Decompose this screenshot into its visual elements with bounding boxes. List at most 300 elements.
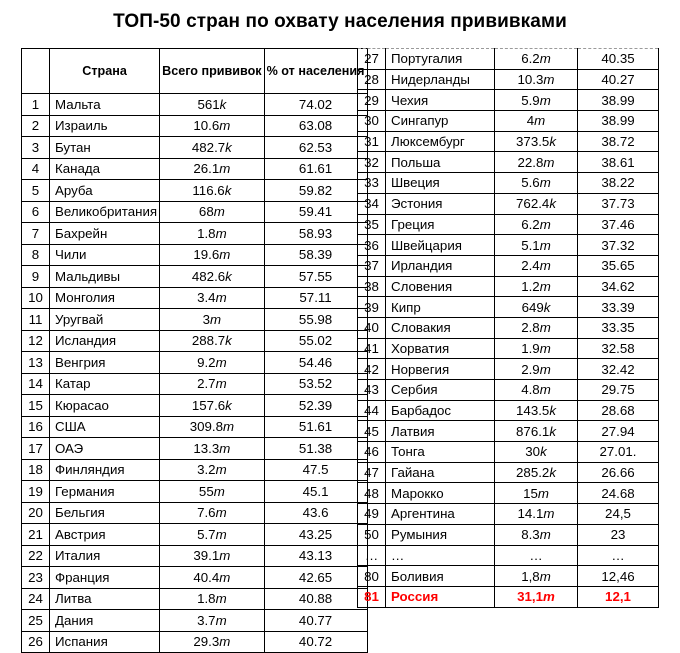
row-number: 40 <box>358 317 386 338</box>
percent-population: 38.61 <box>578 152 659 173</box>
country-name: Канада <box>50 158 160 180</box>
percent-population: 27.01. <box>578 442 659 463</box>
row-number: 80 <box>358 566 386 587</box>
table-row <box>22 502 368 524</box>
table-row <box>358 586 659 607</box>
percent-population: 12,1 <box>578 586 659 607</box>
table-row <box>22 610 368 632</box>
unit-suffix: m <box>210 311 222 327</box>
total-vaccinations: 3.7m <box>160 610 264 632</box>
percent-population: 26.66 <box>578 462 659 483</box>
total-vaccinations: 3.2m <box>160 459 264 481</box>
table-row <box>358 235 659 256</box>
total-vaccinations: … <box>495 545 578 566</box>
row-number: 21 <box>22 524 50 546</box>
total-vaccinations: 309.8m <box>160 416 264 438</box>
country-name: Исландия <box>50 330 160 352</box>
total-vaccinations: 9.2m <box>160 352 264 374</box>
unit-suffix: k <box>549 134 556 150</box>
total-vaccinations: 5.7m <box>160 524 264 546</box>
row-number: … <box>358 545 386 566</box>
row-number: 11 <box>22 309 50 331</box>
table-row <box>358 338 659 359</box>
country-name: Литва <box>50 588 160 610</box>
percent-population: 32.58 <box>578 338 659 359</box>
row-number: 46 <box>358 442 386 463</box>
table-row <box>358 359 659 380</box>
row-number: 43 <box>358 380 386 401</box>
row-number: 24 <box>22 588 50 610</box>
percent-population: 42.65 <box>264 567 367 589</box>
header-number <box>22 49 50 94</box>
unit-suffix: m <box>539 527 551 543</box>
table-row <box>22 524 368 546</box>
table-row <box>22 459 368 481</box>
percent-population: 52.39 <box>264 395 367 417</box>
total-vaccinations: 6.2m <box>495 49 578 70</box>
percent-population: 24,5 <box>578 504 659 525</box>
country-name: Италия <box>50 545 160 567</box>
country-name: Польша <box>386 152 495 173</box>
unit-suffix: m <box>213 483 225 499</box>
row-number: 10 <box>22 287 50 309</box>
row-number: 28 <box>358 69 386 90</box>
vaccination-table-left <box>21 48 368 653</box>
percent-population: 40.27 <box>578 69 659 90</box>
unit-suffix: m <box>219 548 231 564</box>
table-row <box>22 94 368 116</box>
table-row <box>22 137 368 159</box>
row-number: 7 <box>22 223 50 245</box>
total-vaccinations: 157.6k <box>160 395 264 417</box>
country-name: Швеция <box>386 173 495 194</box>
table-row <box>22 588 368 610</box>
total-vaccinations: 14.1m <box>495 504 578 525</box>
row-number: 6 <box>22 201 50 223</box>
country-name: Греция <box>386 214 495 235</box>
table-row <box>358 317 659 338</box>
table-row <box>358 193 659 214</box>
percent-population: 37.32 <box>578 235 659 256</box>
total-vaccinations: 5.6m <box>495 173 578 194</box>
unit-suffix: k <box>225 397 232 413</box>
row-number: 25 <box>22 610 50 632</box>
percent-population: 40.88 <box>264 588 367 610</box>
country-name: Аргентина <box>386 504 495 525</box>
row-number: 42 <box>358 359 386 380</box>
country-name: Люксембург <box>386 131 495 152</box>
row-number: 4 <box>22 158 50 180</box>
row-number: 35 <box>358 214 386 235</box>
unit-suffix: k <box>219 96 227 112</box>
percent-population: 43.25 <box>264 524 367 546</box>
table-row <box>358 69 659 90</box>
unit-suffix: m <box>539 320 551 336</box>
total-vaccinations: 2.8m <box>495 317 578 338</box>
unit-suffix: m <box>539 51 551 67</box>
unit-suffix: m <box>215 526 227 542</box>
total-vaccinations: 649k <box>495 297 578 318</box>
table-row <box>358 483 659 504</box>
unit-suffix: m <box>219 440 231 456</box>
percent-population: 57.11 <box>264 287 367 309</box>
row-number: 17 <box>22 438 50 460</box>
table-row <box>358 462 659 483</box>
percent-population: 32.42 <box>578 359 659 380</box>
unit-suffix: m <box>215 290 227 306</box>
unit-suffix: m <box>539 258 551 274</box>
country-name: Норвегия <box>386 359 495 380</box>
unit-suffix: m <box>543 506 555 522</box>
percent-population: 58.39 <box>264 244 367 266</box>
total-vaccinations: 30k <box>495 442 578 463</box>
unit-suffix: k <box>225 139 232 155</box>
total-vaccinations: 1.8m <box>160 588 264 610</box>
country-name: ОАЭ <box>50 438 160 460</box>
unit-suffix: m <box>539 361 551 377</box>
country-name: Израиль <box>50 115 160 137</box>
percent-population: 40.72 <box>264 631 367 653</box>
total-vaccinations: 10.3m <box>495 69 578 90</box>
country-name: Румыния <box>386 524 495 545</box>
country-name: Сербия <box>386 380 495 401</box>
table-row <box>22 545 368 567</box>
total-vaccinations: 561k <box>160 94 264 116</box>
table-row <box>358 566 659 587</box>
row-number: 41 <box>358 338 386 359</box>
total-vaccinations: 1.2m <box>495 276 578 297</box>
total-vaccinations: 1.8m <box>160 223 264 245</box>
total-vaccinations: 26.1m <box>160 158 264 180</box>
row-number: 29 <box>358 90 386 111</box>
percent-population: 35.65 <box>578 255 659 276</box>
unit-suffix: k <box>549 465 556 481</box>
total-vaccinations: 10.6m <box>160 115 264 137</box>
country-name: Гайана <box>386 462 495 483</box>
unit-suffix: m <box>215 225 227 241</box>
total-vaccinations: 482.6k <box>160 266 264 288</box>
table-row <box>22 180 368 202</box>
total-vaccinations: 1,8m <box>495 566 578 587</box>
table-row <box>358 545 659 566</box>
table-row <box>358 152 659 173</box>
unit-suffix: m <box>539 568 551 584</box>
total-vaccinations: 1.9m <box>495 338 578 359</box>
unit-suffix: k <box>549 403 556 419</box>
unit-suffix: m <box>539 382 551 398</box>
total-vaccinations: 143.5k <box>495 400 578 421</box>
country-name: Уругвай <box>50 309 160 331</box>
unit-suffix: m <box>534 113 546 129</box>
unit-suffix: k <box>224 182 232 198</box>
row-number: 32 <box>358 152 386 173</box>
row-number: 33 <box>358 173 386 194</box>
country-name: Мальдивы <box>50 266 160 288</box>
unit-suffix: m <box>215 354 227 370</box>
row-number: 34 <box>358 193 386 214</box>
country-name: Венгрия <box>50 352 160 374</box>
total-vaccinations: 5.1m <box>495 235 578 256</box>
unit-suffix: m <box>219 247 231 263</box>
row-number: 5 <box>22 180 50 202</box>
country-name: Катар <box>50 373 160 395</box>
row-number: 1 <box>22 94 50 116</box>
unit-suffix: m <box>222 419 235 435</box>
vaccination-table-right <box>357 48 659 608</box>
total-vaccinations: 285.2k <box>495 462 578 483</box>
total-vaccinations: 68m <box>160 201 264 223</box>
row-number: 30 <box>358 111 386 132</box>
total-vaccinations: 15m <box>495 483 578 504</box>
row-number: 26 <box>22 631 50 653</box>
country-name: Швейцария <box>386 235 495 256</box>
country-name: Австрия <box>50 524 160 546</box>
unit-suffix: m <box>215 462 227 478</box>
percent-population: 55.98 <box>264 309 367 331</box>
row-number: 22 <box>22 545 50 567</box>
row-number: 39 <box>358 297 386 318</box>
table-row <box>358 111 659 132</box>
row-number: 14 <box>22 373 50 395</box>
unit-suffix: k <box>540 444 547 460</box>
header-country: Страна <box>50 49 160 94</box>
percent-population: 40.35 <box>578 49 659 70</box>
percent-population: 62.53 <box>264 137 367 159</box>
table-row <box>358 214 659 235</box>
table-row <box>22 266 368 288</box>
row-number: 9 <box>22 266 50 288</box>
country-name: Тонга <box>386 442 495 463</box>
unit-suffix: m <box>539 237 551 253</box>
total-vaccinations: 29.3m <box>160 631 264 653</box>
table-row <box>358 442 659 463</box>
country-name: Марокко <box>386 483 495 504</box>
total-vaccinations: 39.1m <box>160 545 264 567</box>
row-number: 37 <box>358 255 386 276</box>
country-name: Эстония <box>386 193 495 214</box>
country-name: Бельгия <box>50 502 160 524</box>
table-row <box>22 438 368 460</box>
percent-population: 59.41 <box>264 201 367 223</box>
country-name: Латвия <box>386 421 495 442</box>
table-row <box>22 158 368 180</box>
country-name: Россия <box>386 586 495 607</box>
total-vaccinations: 762.4k <box>495 193 578 214</box>
unit-suffix: k <box>549 423 556 439</box>
unit-suffix: k <box>225 333 232 349</box>
unit-suffix: m <box>539 278 551 294</box>
percent-population: 61.61 <box>264 158 367 180</box>
unit-suffix: m <box>215 591 227 607</box>
percent-population: 24.68 <box>578 483 659 504</box>
unit-suffix: m <box>539 175 551 191</box>
table-row <box>22 567 368 589</box>
percent-population: 43.13 <box>264 545 367 567</box>
unit-suffix: m <box>219 161 231 177</box>
percent-population: 38.22 <box>578 173 659 194</box>
row-number: 44 <box>358 400 386 421</box>
total-vaccinations: 3m <box>160 309 264 331</box>
unit-suffix: m <box>219 569 231 585</box>
row-number: 23 <box>22 567 50 589</box>
percent-population: 38.72 <box>578 131 659 152</box>
row-number: 13 <box>22 352 50 374</box>
percent-population: 33.39 <box>578 297 659 318</box>
country-name: Финляндия <box>50 459 160 481</box>
country-name: Кипр <box>386 297 495 318</box>
percent-population: 74.02 <box>264 94 367 116</box>
country-name: Нидерланды <box>386 69 495 90</box>
total-vaccinations: 3.4m <box>160 287 264 309</box>
table-row <box>358 400 659 421</box>
row-number: 38 <box>358 276 386 297</box>
table-row <box>358 276 659 297</box>
table-row <box>22 287 368 309</box>
country-name: Чили <box>50 244 160 266</box>
country-name: Монголия <box>50 287 160 309</box>
row-number: 16 <box>22 416 50 438</box>
table-row <box>22 115 368 137</box>
total-vaccinations: 7.6m <box>160 502 264 524</box>
total-vaccinations: 13.3m <box>160 438 264 460</box>
country-name: Франция <box>50 567 160 589</box>
unit-suffix: m <box>215 505 227 521</box>
country-name: Кюрасао <box>50 395 160 417</box>
percent-population: 12,46 <box>578 566 659 587</box>
percent-population: 51.38 <box>264 438 367 460</box>
total-vaccinations: 116.6k <box>160 180 264 202</box>
country-name: Великобритания <box>50 201 160 223</box>
row-number: 8 <box>22 244 50 266</box>
header-percent-population: % от населения <box>264 49 367 94</box>
total-vaccinations: 8.3m <box>495 524 578 545</box>
unit-suffix: m <box>215 612 227 628</box>
total-vaccinations: 373.5k <box>495 131 578 152</box>
table-row <box>22 223 368 245</box>
percent-population: 40.77 <box>264 610 367 632</box>
total-vaccinations: 31,1m <box>495 586 578 607</box>
table-row <box>22 373 368 395</box>
unit-suffix: m <box>543 154 555 170</box>
percent-population: 23 <box>578 524 659 545</box>
country-name: … <box>386 545 495 566</box>
row-number: 50 <box>358 524 386 545</box>
percent-population: 38.99 <box>578 111 659 132</box>
unit-suffix: k <box>543 299 551 315</box>
percent-population: 38.99 <box>578 90 659 111</box>
country-name: Португалия <box>386 49 495 70</box>
row-number: 45 <box>358 421 386 442</box>
table-row <box>22 201 368 223</box>
row-number: 12 <box>22 330 50 352</box>
page-title: ТОП-50 стран по охвату населения прививками <box>113 11 567 32</box>
percent-population: 29.75 <box>578 380 659 401</box>
row-number: 3 <box>22 137 50 159</box>
table-row <box>358 504 659 525</box>
total-vaccinations: 19.6m <box>160 244 264 266</box>
row-number: 49 <box>358 504 386 525</box>
table-row <box>358 49 659 70</box>
total-vaccinations: 2.7m <box>160 373 264 395</box>
row-number: 48 <box>358 483 386 504</box>
percent-population: 57.55 <box>264 266 367 288</box>
country-name: Бахрейн <box>50 223 160 245</box>
unit-suffix: m <box>213 204 225 220</box>
table-row <box>358 131 659 152</box>
table-row <box>22 352 368 374</box>
unit-suffix: m <box>219 634 231 650</box>
unit-suffix: k <box>225 268 232 284</box>
percent-population: 63.08 <box>264 115 367 137</box>
total-vaccinations: 2.4m <box>495 255 578 276</box>
table-row <box>22 244 368 266</box>
unit-suffix: m <box>539 92 551 108</box>
country-name: Сингапур <box>386 111 495 132</box>
country-name: Боливия <box>386 566 495 587</box>
country-name: Бутан <box>50 137 160 159</box>
country-name: Испания <box>50 631 160 653</box>
unit-suffix: m <box>543 589 555 605</box>
country-name: Словения <box>386 276 495 297</box>
row-number: 15 <box>22 395 50 417</box>
percent-population: 33.35 <box>578 317 659 338</box>
row-number: 18 <box>22 459 50 481</box>
total-vaccinations: 4m <box>495 111 578 132</box>
table-row <box>358 421 659 442</box>
row-number: 31 <box>358 131 386 152</box>
table-row <box>358 90 659 111</box>
total-vaccinations: 2.9m <box>495 359 578 380</box>
percent-population: 51.61 <box>264 416 367 438</box>
country-name: США <box>50 416 160 438</box>
table-row <box>358 380 659 401</box>
table-row <box>22 481 368 503</box>
total-vaccinations: 40.4m <box>160 567 264 589</box>
row-number: 20 <box>22 502 50 524</box>
unit-suffix: m <box>215 376 227 392</box>
country-name: Словакия <box>386 317 495 338</box>
country-name: Барбадос <box>386 400 495 421</box>
unit-suffix: m <box>537 485 549 501</box>
table-header-row <box>22 49 368 94</box>
unit-suffix: m <box>543 72 555 88</box>
total-vaccinations: 6.2m <box>495 214 578 235</box>
table-row <box>358 524 659 545</box>
country-name: Германия <box>50 481 160 503</box>
table-row <box>358 297 659 318</box>
country-name: Ирландия <box>386 255 495 276</box>
country-name: Аруба <box>50 180 160 202</box>
total-vaccinations: 5.9m <box>495 90 578 111</box>
country-name: Хорватия <box>386 338 495 359</box>
percent-population: 58.93 <box>264 223 367 245</box>
percent-population: 54.46 <box>264 352 367 374</box>
unit-suffix: k <box>549 196 556 212</box>
row-number: 81 <box>358 586 386 607</box>
table-row <box>22 395 368 417</box>
row-number: 19 <box>22 481 50 503</box>
percent-population: 28.68 <box>578 400 659 421</box>
percent-population: … <box>578 545 659 566</box>
total-vaccinations: 288.7k <box>160 330 264 352</box>
percent-population: 37.46 <box>578 214 659 235</box>
percent-population: 43.6 <box>264 502 367 524</box>
table-row <box>358 255 659 276</box>
unit-suffix: m <box>219 118 231 134</box>
total-vaccinations: 22.8m <box>495 152 578 173</box>
country-name: Мальта <box>50 94 160 116</box>
percent-population: 37.73 <box>578 193 659 214</box>
